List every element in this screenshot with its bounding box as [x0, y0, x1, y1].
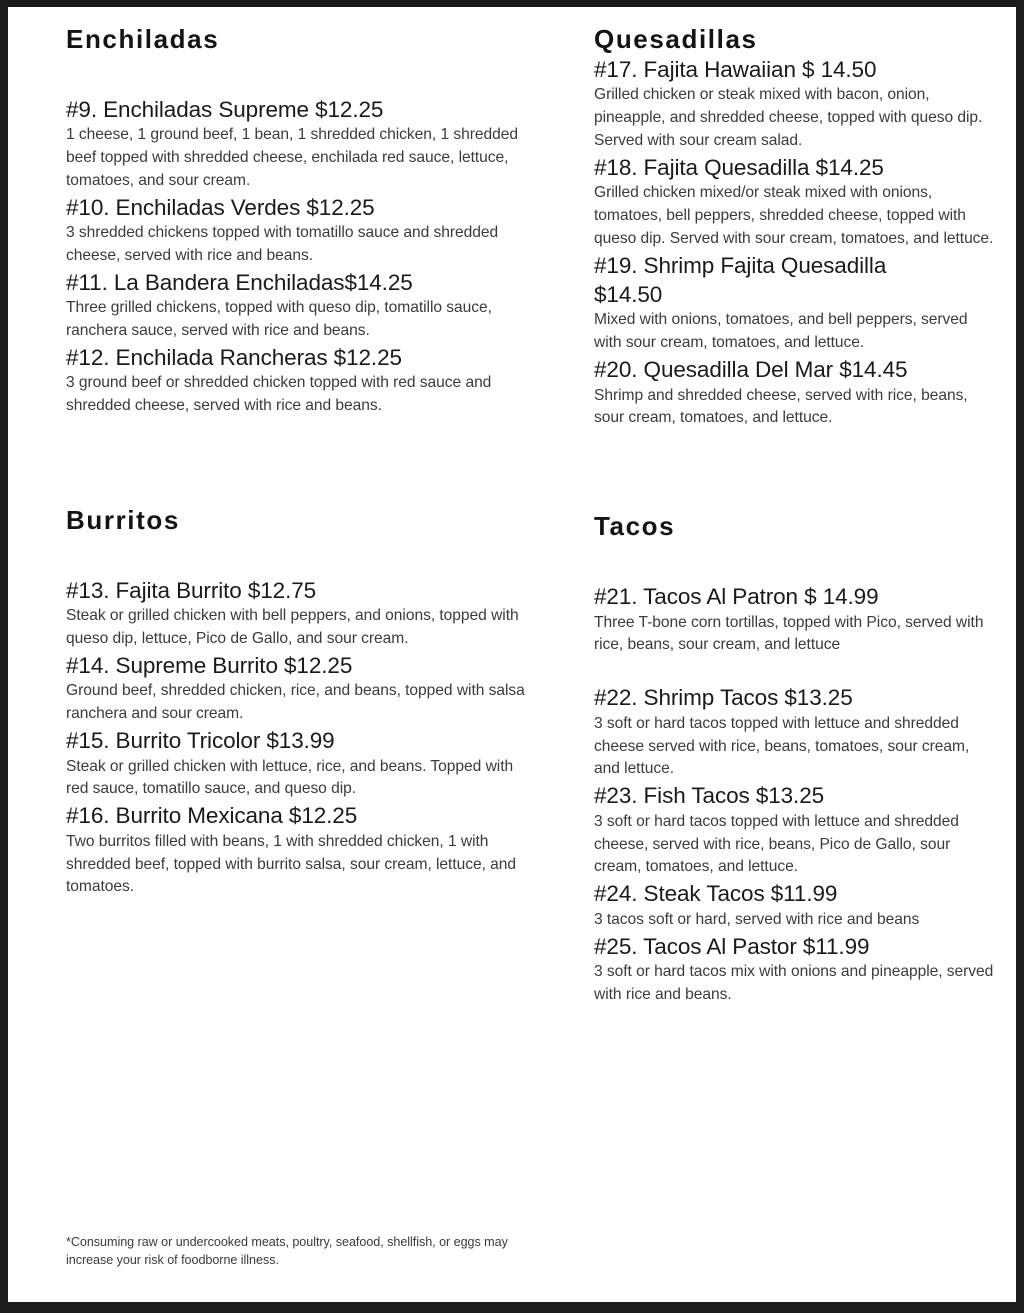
menu-item-title: #14. Supreme Burrito $12.25	[66, 653, 353, 679]
menu-item-title: #23. Fish Tacos $13.25	[594, 783, 825, 809]
heading-spacer	[66, 77, 536, 95]
menu-item[interactable]	[594, 251, 994, 355]
menu-item-description: Steak or grilled chicken with bell peppers, and onions, topped with queso dip, lettuce, Pico de Gallo, and sour cream.	[66, 607, 519, 648]
left-column	[66, 7, 536, 899]
menu-item[interactable]	[594, 153, 994, 251]
menu-item-description: 1 cheese, 1 ground beef, 1 bean, 1 shredded chicken, 1 shredded beef topped with shredded cheese, enchilada red sauce, lettuce, tomatoes, and sour cream.	[66, 126, 519, 189]
menu-item[interactable]	[594, 683, 994, 781]
menu-item-title: #12. Enchilada Rancheras $12.25	[66, 345, 402, 371]
menu-item-description: 3 shredded chickens topped with tomatillo sauce and shredded cheese, served with rice and beans.	[66, 224, 499, 265]
heading-gap	[594, 542, 994, 564]
heading-gap	[66, 55, 536, 77]
menu-page	[8, 7, 1016, 1302]
section-burritos	[66, 418, 536, 899]
menu-item[interactable]	[594, 355, 994, 430]
menu-item-description: 3 ground beef or shredded chicken topped with red sauce and shredded cheese, served with rice and beans.	[66, 374, 492, 415]
menu-item-title: #9. Enchiladas Supreme $12.25	[66, 96, 384, 122]
menu-item-title: #20. Quesadilla Del Mar $14.45	[594, 357, 908, 383]
section-heading-quesadillas: Quesadillas	[594, 24, 758, 54]
heading-spacer	[594, 564, 994, 582]
menu-item-title: #13. Fajita Burrito $12.75	[66, 578, 317, 604]
right-column	[594, 7, 994, 1007]
section-enchiladas	[66, 7, 536, 418]
menu-item[interactable]	[594, 879, 994, 931]
menu-item-title: #15. Burrito Tricolor $13.99	[66, 728, 335, 754]
menu-item-description: 3 soft or hard tacos topped with lettuce and shredded cheese, served with rice, beans, Pico de Gallo, sour cream, tomatoes, and lettuce.	[594, 812, 959, 876]
allergen-disclaimer: *Consuming raw or undercooked meats, poultry, seafood, shellfish, or eggs may increase your risk of foodborne illness.	[66, 1235, 508, 1268]
menu-item[interactable]	[594, 781, 994, 879]
menu-item-title: #17. Fajita Hawaiian $ 14.50	[594, 56, 877, 82]
menu-item[interactable]	[594, 932, 994, 1007]
menu-item[interactable]	[594, 55, 994, 153]
menu-columns	[8, 7, 1016, 1302]
menu-item[interactable]	[66, 95, 536, 193]
heading-spacer	[66, 558, 536, 576]
menu-item-title: #16. Burrito Mexicana $12.25	[66, 803, 358, 829]
menu-item[interactable]	[66, 343, 536, 418]
menu-item-description: Grilled chicken or steak mixed with bacon, onion, pineapple, and shredded cheese, topped with queso dip. Served with sour cream salad.	[594, 86, 983, 149]
menu-item-description: 3 soft or hard tacos mix with onions and pineapple, served with rice and beans.	[594, 962, 994, 1003]
menu-item-description: Three grilled chickens, topped with queso dip, tomatillo sauce, ranchera sauce, served with rice and beans.	[66, 299, 492, 340]
menu-item-title: #24. Steak Tacos $11.99	[594, 881, 838, 907]
menu-item-title: #21. Tacos Al Patron $ 14.99	[594, 584, 879, 610]
menu-item-description: Three T-bone corn tortillas, topped with Pico, served with rice, beans, sour cream, and lettuce	[594, 613, 984, 654]
menu-item[interactable]	[66, 726, 536, 801]
menu-item-title: #22. Shrimp Tacos $13.25	[594, 685, 853, 711]
menu-item[interactable]	[594, 582, 994, 657]
section-heading-tacos: Tacos	[594, 511, 676, 542]
menu-item-description: Steak or grilled chicken with lettuce, rice, and beans. Topped with red sauce, tomatillo sauce, and queso dip.	[66, 757, 514, 798]
menu-item-title: #18. Fajita Quesadilla $14.25	[594, 154, 884, 180]
menu-item[interactable]	[66, 651, 536, 726]
section-tacos	[594, 430, 994, 1006]
menu-item[interactable]	[66, 268, 536, 343]
section-quesadillas	[594, 7, 994, 430]
menu-item-description: Two burritos filled with beans, 1 with shredded chicken, 1 with shredded beef, topped with burrito salsa, sour cream, lettuce, and tomatoes.	[66, 832, 517, 896]
menu-item-description: Grilled chicken mixed/or steak mixed with onions, tomatoes, bell peppers, shredded cheese, topped with queso dip. Served with sour cream, tomatoes, and lettuce.	[594, 184, 994, 247]
menu-item-description: 3 tacos soft or hard, served with rice and beans	[594, 910, 920, 928]
menu-item-title: #11. La Bandera Enchiladas$14.25	[66, 270, 413, 295]
menu-item-description: Ground beef, shredded chicken, rice, and beans, topped with salsa ranchera and sour cream.	[66, 682, 525, 723]
item-gap	[594, 657, 994, 683]
section-heading-burritos: Burritos	[66, 505, 180, 536]
menu-item-description: Shrimp and shredded cheese, served with rice, beans, sour cream, tomatoes, and lettuce.	[594, 386, 968, 427]
menu-item-title: #10. Enchiladas Verdes $12.25	[66, 194, 375, 220]
menu-item-description: 3 soft or hard tacos topped with lettuce and shredded cheese served with rice, beans, tomatoes, sour cream, and lettuce.	[594, 714, 970, 778]
menu-item-title: #19. Shrimp Fajita Quesadilla $14.50	[594, 252, 887, 308]
menu-item-title: #25. Tacos Al Pastor $11.99	[594, 933, 870, 959]
menu-item[interactable]	[66, 801, 536, 899]
heading-gap	[66, 536, 536, 558]
menu-item[interactable]	[66, 193, 536, 268]
menu-item-description: Mixed with onions, tomatoes, and bell peppers, served with sour cream, tomatoes, and lettuce.	[594, 311, 968, 352]
section-heading-enchiladas: Enchiladas	[66, 24, 220, 54]
menu-item[interactable]	[66, 576, 536, 651]
